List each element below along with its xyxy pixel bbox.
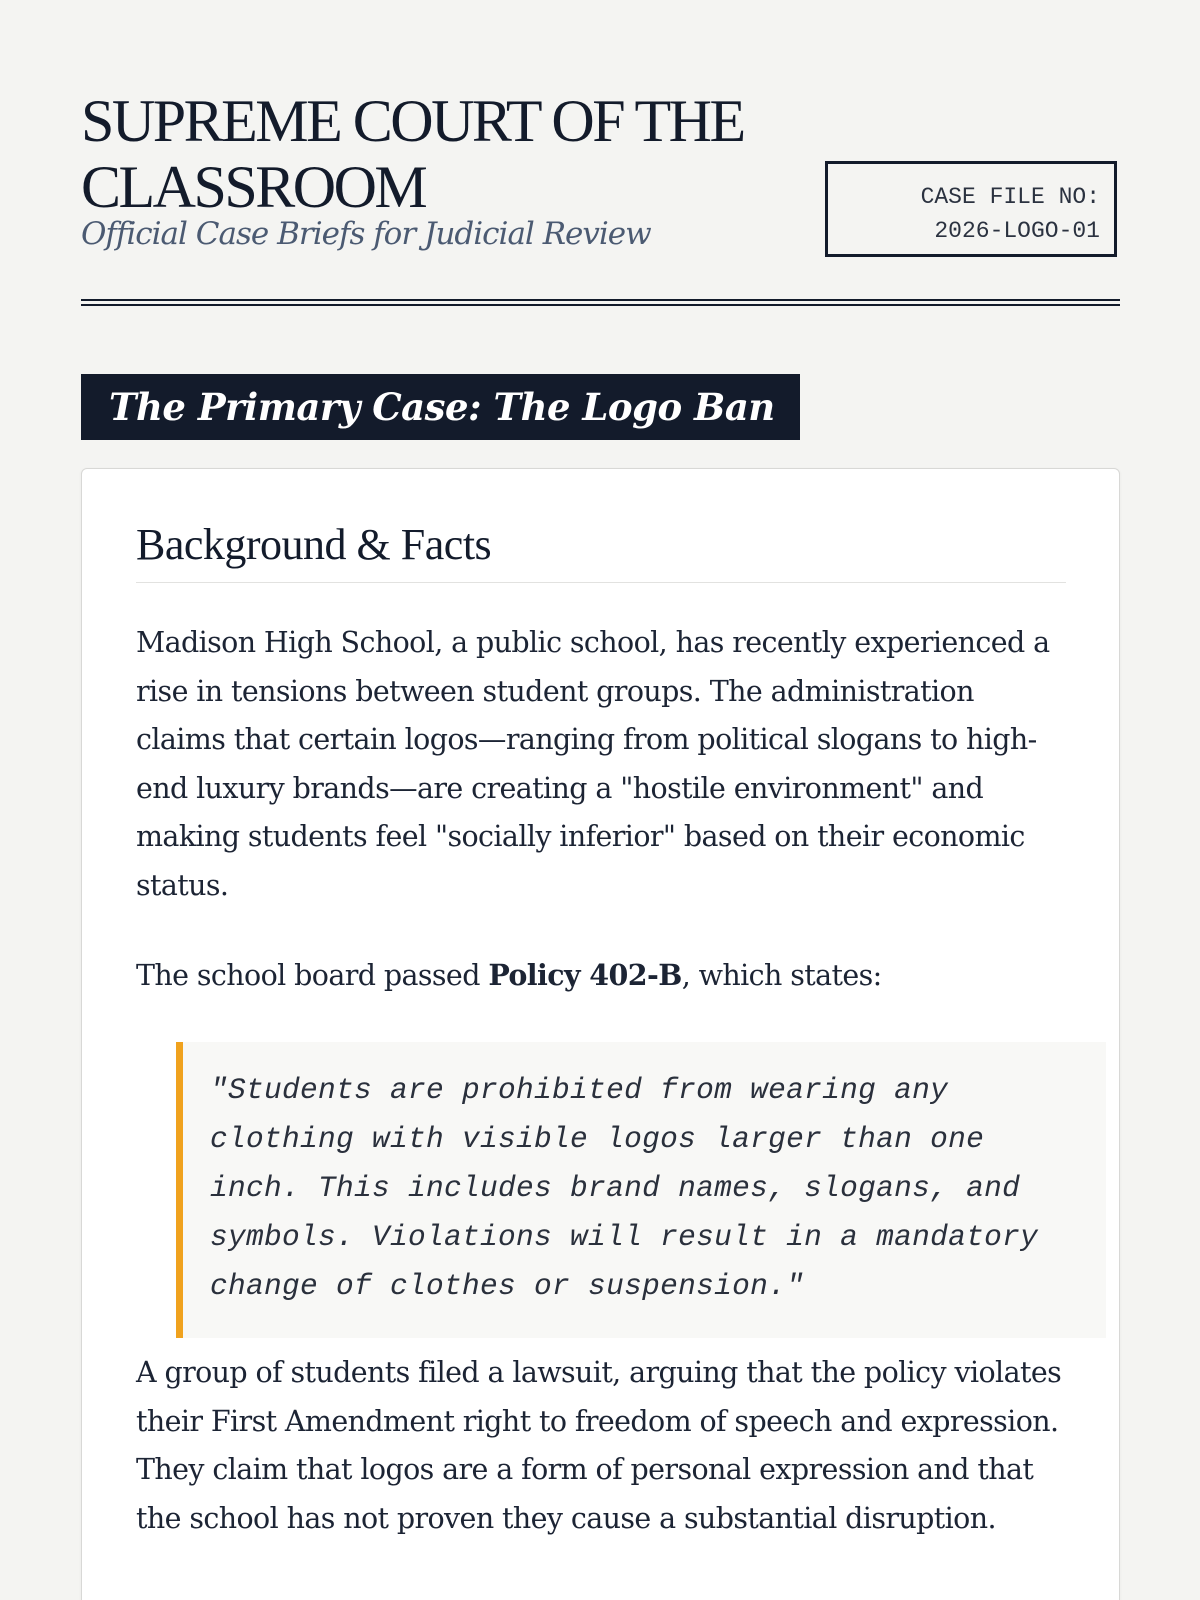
section-heading: Background & Facts (136, 519, 1066, 583)
header-double-rule (81, 299, 1120, 306)
case-file-box (825, 161, 1117, 257)
background-paragraph: Madison High School, a public school, has recently experienced a rise in tensions between student groups. The administration claims that certain logos—ranging from political slogans to high-end luxury brands—are creating a "hostile environment" and making students feel "socially inferior" based on their economic status. (136, 626, 1050, 902)
case-brief-card (81, 468, 1120, 1600)
lawsuit-paragraph: A group of students filed a lawsuit, arguing that the policy violates their First Amendment right to freedom of speech and expression. They claim that logos are a form of personal expression and that the school has not proven they cause a substantial disruption. (136, 1356, 1062, 1535)
court-subtitle: Official Case Briefs for Judicial Review (81, 216, 651, 252)
policy-intro-paragraph (136, 951, 1066, 1001)
policy-intro-text: The school board passed (136, 959, 489, 992)
court-title: SUPREME COURT OF THE CLASSROOM (81, 88, 744, 220)
policy-name: Policy 402-B (488, 958, 682, 992)
case-file-number: 2026-LOGO-01 (934, 218, 1100, 244)
case-file-label: CASE FILE NO: (920, 184, 1100, 210)
policy-intro-tail: , which states: (681, 959, 882, 992)
case-banner: The Primary Case: The Logo Ban (81, 374, 800, 440)
policy-quote: "Students are prohibited from wearing any clothing with visible logos larger than one inch. This includes brand names, slogans, and symbols. Violations will result in a mandatory change of clothes or suspension." (176, 1042, 1106, 1338)
page-header (81, 88, 1121, 308)
